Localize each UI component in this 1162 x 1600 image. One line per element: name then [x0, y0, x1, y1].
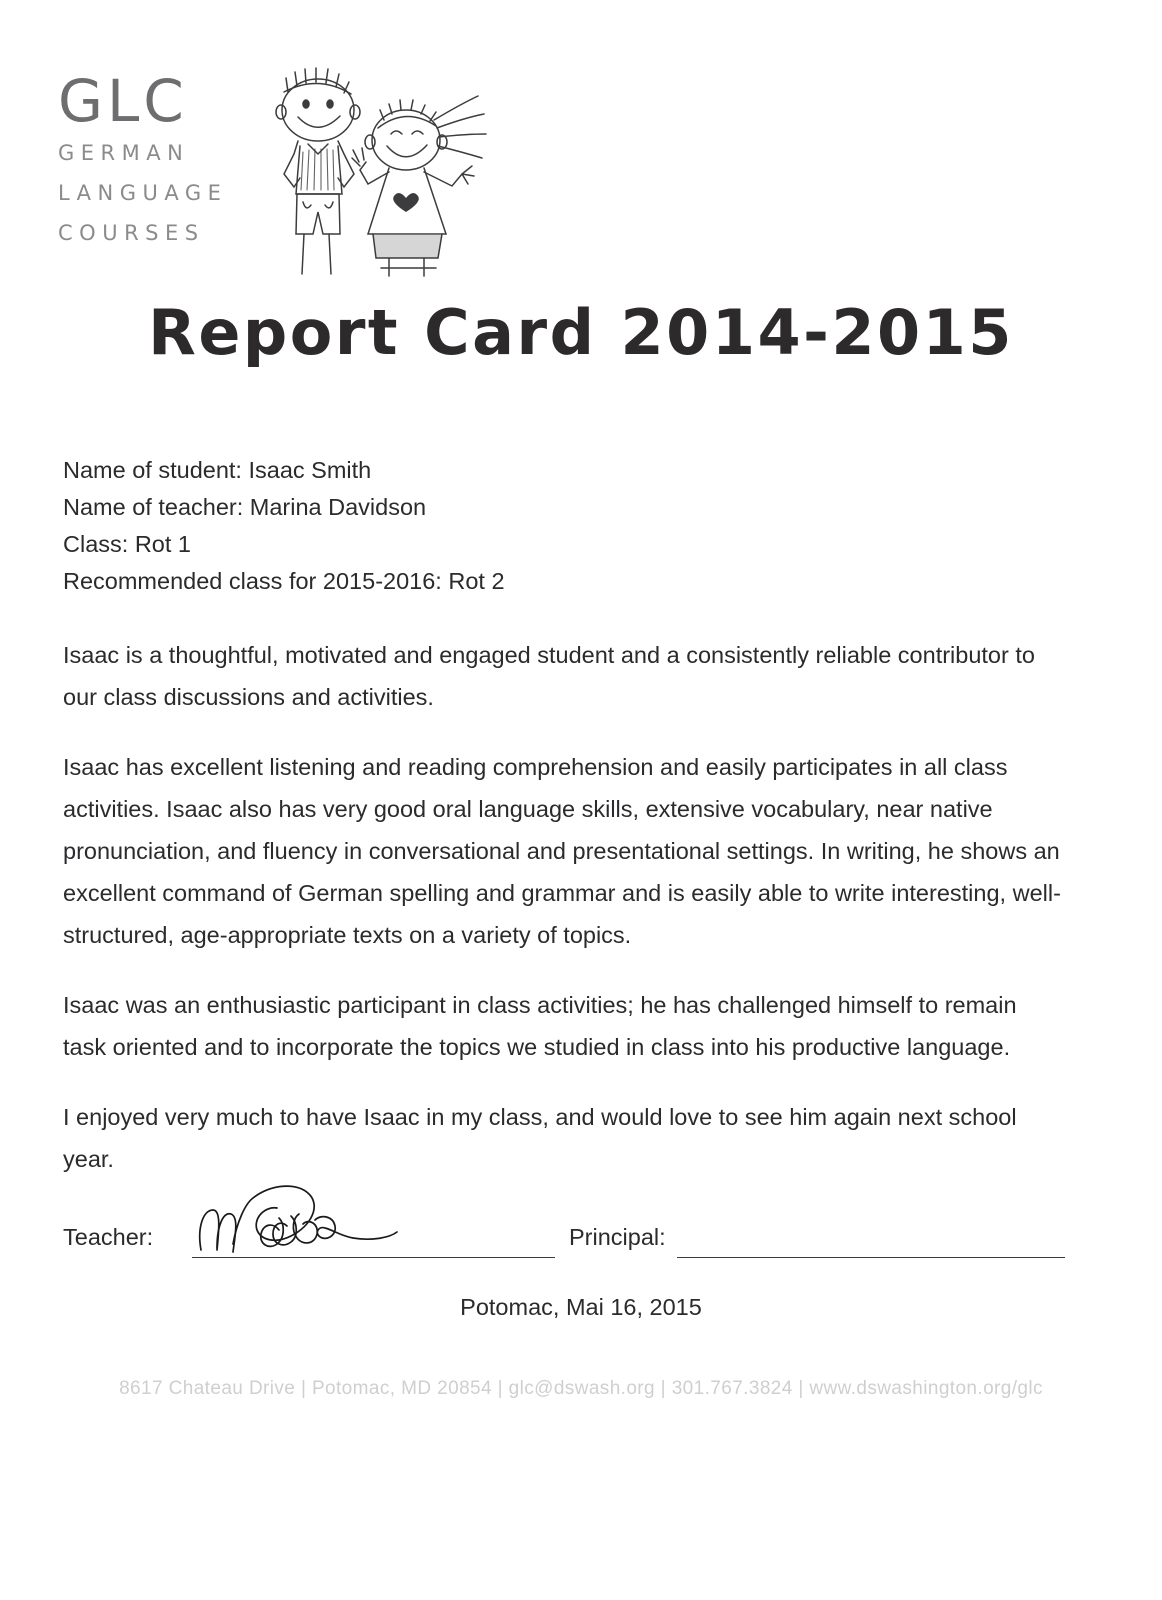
- student-name-line: Name of student: Isaac Smith: [63, 457, 372, 483]
- place-and-date: Potomac, Mai 16, 2015: [460, 1294, 702, 1320]
- glc-logo: [58, 62, 488, 287]
- student-info-block: [63, 452, 763, 600]
- class-line: Class: Rot 1: [63, 531, 191, 557]
- logo-glc-text: GLC: [58, 67, 188, 135]
- report-body: [63, 634, 1065, 1180]
- footer-contact-info: 8617 Chateau Drive | Potomac, MD 20854 | glc@dswash.org | 301.767.3824 | www.dswashington.org/glc: [119, 1378, 1043, 1399]
- body-paragraph-2: Isaac has excellent listening and reading comprehension and easily participates in all class activities. Isaac also has very good oral language skills, extensive vocabulary, near native pronunciation, and fluency in conversational and presentational settings. In writing, he shows an excellent command of German spelling and grammar and is easily able to write interesting, well-structured, age-appropriate texts on a variety of topics.: [63, 754, 1061, 948]
- body-paragraph-4: I enjoyed very much to have Isaac in my class, and would love to see him again next school year.: [63, 1104, 1017, 1172]
- logo-subtitle-language: LANGUAGE: [58, 181, 228, 206]
- logo-subtitle-german: GERMAN: [58, 141, 190, 165]
- principal-signature-label: Principal:: [569, 1224, 666, 1250]
- teacher-signature-line[interactable]: [192, 1257, 555, 1258]
- recommended-class-line: Recommended class for 2015-2016: Rot 2: [63, 568, 505, 594]
- children-illustration-icon: [256, 62, 488, 277]
- page-title: Report Card 2014-2015: [148, 296, 1014, 369]
- signature-row: [63, 1216, 1065, 1262]
- teacher-name-line: Name of teacher: Marina Davidson: [63, 494, 427, 520]
- teacher-signature-label: Teacher:: [63, 1224, 154, 1250]
- logo-wordmark: [58, 67, 258, 250]
- teacher-signature-icon: [193, 1170, 493, 1256]
- body-paragraph-1: Isaac is a thoughtful, motivated and engaged student and a consistently reliable contributor to our class discussions and activities.: [63, 642, 1035, 710]
- principal-signature-line[interactable]: [677, 1257, 1065, 1258]
- body-paragraph-3: Isaac was an enthusiastic participant in class activities; he has challenged himself to remain task oriented and to incorporate the topics we studied in class into his productive language.: [63, 992, 1017, 1060]
- logo-subtitle-courses: COURSES: [58, 221, 205, 246]
